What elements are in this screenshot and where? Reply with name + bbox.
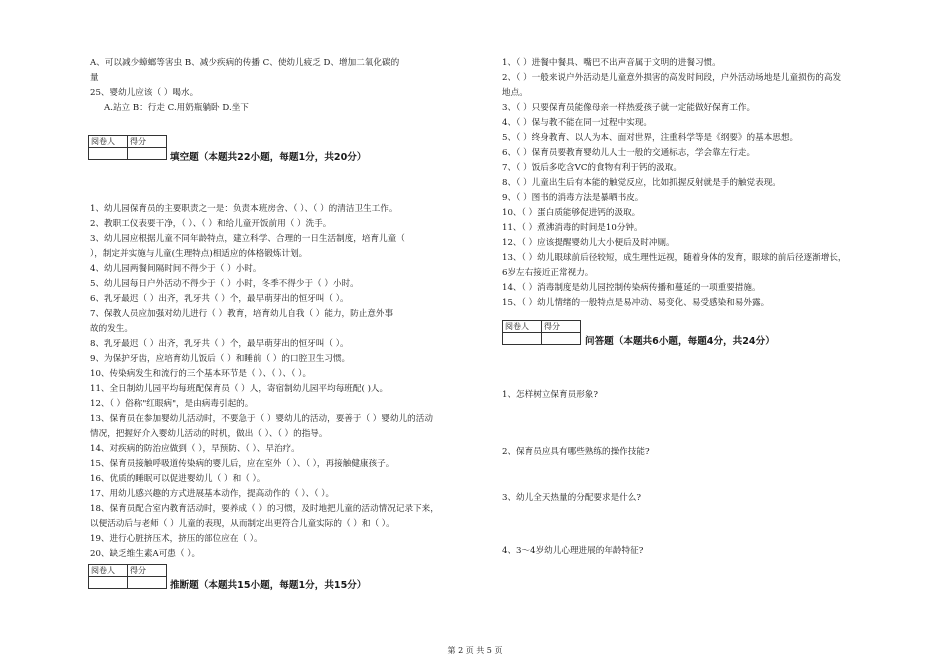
judge-line: 5、（ ）终身教育、以人为本、面对世界，注重科学等是《纲要》的基本思想。: [502, 133, 799, 143]
score-box: [88, 564, 167, 589]
score-box: [502, 320, 581, 345]
judge-line: 地点。: [502, 88, 528, 98]
score-label: 得分: [128, 565, 167, 577]
reviewer-label: 阅卷人: [89, 565, 128, 577]
option-line-continued: 量: [90, 73, 99, 83]
judge-line: 2、（ ）一般来说户外活动是儿童意外损害的高发时间段，户外活动场地是儿童损伤的高发: [502, 73, 842, 83]
fill-line: 11、全日制幼儿园平均每班配保育员（ ）人，寄宿制幼儿园平均每班配( )人。: [90, 384, 389, 394]
fill-line: 10、传染病发生和流行的三个基本环节是（ ）、（ ）、（ ）。: [90, 369, 312, 379]
fill-line: 5、幼儿园每日户外活动不得少于（ ）小时，冬季不得少于（ ）小时。: [90, 279, 359, 289]
fill-section-title: 填空题（本题共22小题，每题1分，共20分）: [170, 152, 367, 163]
judge-line: 4、（ ）保与教不能在同一过程中实现。: [502, 118, 652, 128]
question-25-options: A.站立 B：行走 C.用奶瓶躺卧 D.坐下: [104, 103, 249, 113]
fill-line: 9、为保护牙齿，应培育幼儿饭后（ ）和睡前（ ）的口腔卫生习惯。: [90, 354, 351, 364]
fill-line: 15、保育员接触呼吸道传染病的婴儿后，应在室外（ ）、（ ），再接触健康孩子。: [90, 459, 395, 469]
judge-line: 9、（ ）图书的消毒方法是暴晒书皮。: [502, 193, 644, 203]
qa-question: 2、保育员应具有哪些熟练的操作技能?: [502, 447, 650, 457]
fill-line: 2、教职工仪表要干净，（ ）、（ ）和给儿童开饭前用（ ）洗手。: [90, 219, 332, 229]
judge-line: 14、（ ）消毒制度是幼儿园控制传染病传播和蔓延的一项重要措施。: [502, 283, 761, 293]
judge-line: 6岁左右接近正常视力。: [502, 268, 594, 278]
judge-line: 7、（ ）饭后多吃含VC的食物有利于钙的汲取。: [502, 163, 682, 173]
score-label: 得分: [128, 136, 167, 148]
fill-line: 16、优质的睡眠可以促进婴幼儿（ ）和（ ）。: [90, 474, 266, 484]
qa-question: 3、幼儿全天热量的分配要求是什么?: [502, 493, 641, 503]
judge-line: 8、（ ）儿童出生后有本能的触觉反应，比如抓握反射就是手的触觉表现。: [502, 178, 781, 188]
judge-line: 3、（ ）只要保育员能像母亲一样热爱孩子就一定能做好保育工作。: [502, 103, 756, 113]
judge-section-title: 推断题（本题共15小题，每题1分，共15分）: [170, 580, 367, 591]
fill-line: 8、乳牙最迟（ ）出齐，乳牙共（ ）个，最早萌芽出的恒牙叫（ ）。: [90, 339, 349, 349]
fill-line: 6、乳牙最迟（ ）出齐，乳牙共（ ）个，最早萌芽出的恒牙叫（ ）。: [90, 294, 349, 304]
fill-line: 17、用幼儿感兴趣的方式进展基本动作，提高动作的（ ）、（ ）。: [90, 489, 335, 499]
score-label: 得分: [542, 321, 581, 333]
fill-line: 1、幼儿园保育员的主要职责之一是：负责本班房舍、（ ）、（ ）的清洁卫生工作。: [90, 204, 398, 214]
fill-line: 18、保育员配合室内教育活动时，要养成（ ）的习惯，及时地把儿童的活动情况记录下来，: [90, 504, 439, 514]
fill-line: 14、对疾病的防治应做到（ ），早预防、（ ）、早治疗。: [90, 444, 300, 454]
option-line: A、可以减少蟑螂等害虫 B、减少疾病的传播 C、使幼儿疲乏 D、增加二氧化碳的: [90, 58, 400, 68]
page-footer: 第 2 页 共 5 页: [447, 646, 503, 655]
judge-line: 11、（ ）煮沸消毒的时间是10分钟。: [502, 223, 643, 233]
fill-line: 7、保教人员应加强对幼儿进行（ ）教育，培育幼儿自我（ ）能力，防止意外事: [90, 309, 394, 319]
fill-line: 3、幼儿园应根据儿童不同年龄特点，建立科学、合理的一日生活制度，培育儿童（: [90, 234, 405, 244]
score-box: [88, 135, 167, 160]
fill-line: 以便活动后与老师（ ）儿童的表现，从而制定出更符合儿童实际的（ ）和（ ）。: [90, 519, 395, 529]
fill-line: 13、保育员在参加婴幼儿活动时，不要急于（ ）婴幼儿的活动，要善于（ ）婴幼儿的活动: [90, 414, 433, 424]
judge-line: 10、（ ）蛋白质能够促进钙的汲取。: [502, 208, 641, 218]
judge-line: 6、（ ）保育员要教育婴幼儿人士一般的交通标志，学会靠左行走。: [502, 148, 756, 158]
fill-line: 情况，把握好介入婴幼儿活动的时机，做出（ ）、（ ）的指导。: [90, 429, 328, 439]
qa-section-title: 问答题（本题共6小题，每题4分，共24分）: [585, 336, 775, 347]
judge-line: 15、（ ）幼儿情绪的一般特点是易冲动、易变化、易受感染和易外露。: [502, 298, 770, 308]
fill-line: ），制定并实施与儿童(生理特点)相适应的体格锻炼计划。: [90, 249, 308, 259]
question-25: 25、婴幼儿应该（ ）喝水。: [90, 88, 199, 98]
fill-line: 20、缺乏维生素A可患（ ）。: [90, 549, 201, 559]
judge-line: 13、（ ）幼儿眼球前后径较短，成生理性远视，随着身体的发育，眼球的前后径逐渐增长，: [502, 253, 847, 263]
fill-line: 故的发生。: [90, 324, 133, 334]
judge-line: 12、（ ）应该提醒婴幼儿大小便后及时冲厕。: [502, 238, 675, 248]
fill-line: 4、幼儿园两餐间隔时间不得少于（ ）小时。: [90, 264, 262, 274]
qa-question: 4、3～4岁幼儿心理进展的年龄特征?: [502, 546, 644, 556]
qa-question: 1、怎样树立保育员形象?: [502, 390, 599, 400]
fill-line: 19、进行心脏挤压术，挤压的部位应在（ ）。: [90, 534, 263, 544]
reviewer-label: 阅卷人: [89, 136, 128, 148]
reviewer-label: 阅卷人: [503, 321, 542, 333]
judge-line: 1、（ ）进餐中餐具、嘴巴不出声音属于文明的进餐习惯。: [502, 58, 721, 68]
fill-line: 12、（ ）俗称"红眼病"，是由病毒引起的。: [90, 399, 254, 409]
